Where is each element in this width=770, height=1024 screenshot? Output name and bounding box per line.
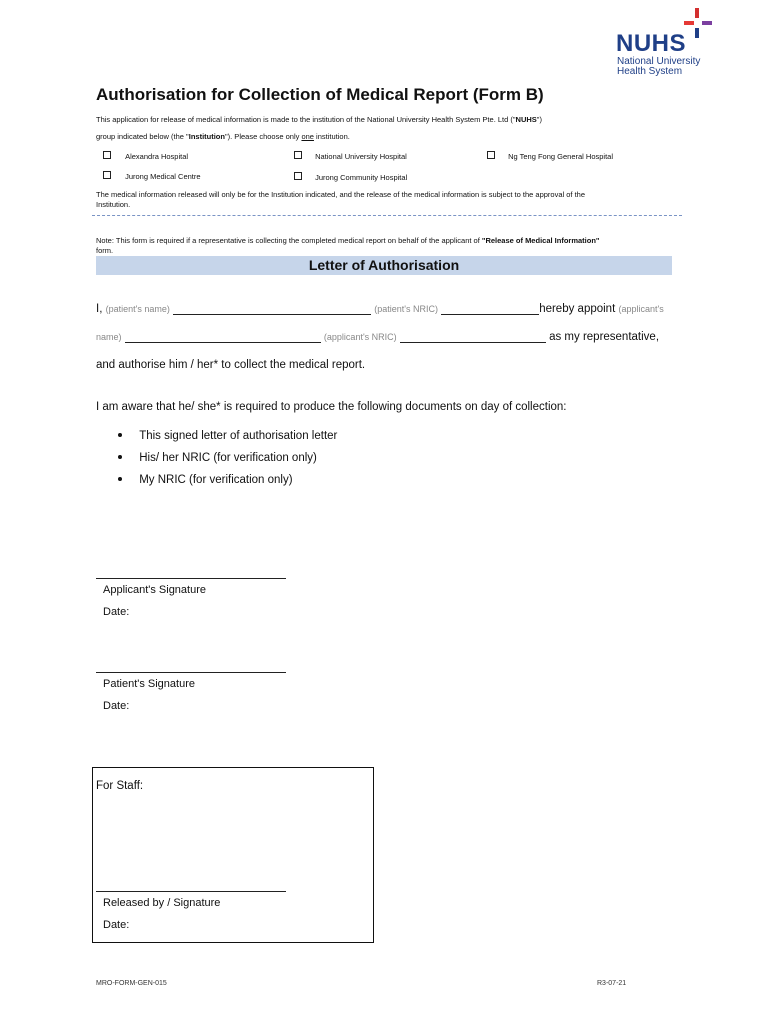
release-note: The medical information released will only be for the Institution indicated, and the release of the medical information is subject to the approval of the Institution. xyxy=(96,190,586,209)
checkbox-jurong-medical-centre[interactable]: Jurong Medical Centre xyxy=(103,171,201,181)
applicant-date-label: Date: xyxy=(103,606,130,618)
patient-nric-field[interactable] xyxy=(441,303,539,315)
logo-wordmark: NUHS xyxy=(616,30,687,57)
dashed-divider xyxy=(92,215,682,216)
list-item: This signed letter of authorisation letter xyxy=(118,430,337,442)
representative-note: Note: This form is required if a representative is collecting the completed medical report on behalf of the applicant of "Release of Medical Information" form. xyxy=(96,236,600,255)
released-by-signature-line[interactable] xyxy=(96,891,286,892)
applicant-signature-line[interactable] xyxy=(96,578,286,579)
logo-subtitle: National University Health System xyxy=(617,56,701,77)
bullet-icon xyxy=(118,477,122,481)
bullet-icon xyxy=(118,433,122,437)
applicant-nric-field[interactable] xyxy=(400,331,546,343)
for-staff-title: For Staff: xyxy=(96,780,144,792)
letter-of-authorisation-banner: Letter of Authorisation xyxy=(96,256,672,275)
checkbox-icon[interactable] xyxy=(487,151,495,159)
nuhs-cross-icon xyxy=(682,8,712,38)
checkbox-national-university-hospital[interactable]: National University Hospital xyxy=(294,151,407,161)
checkbox-icon[interactable] xyxy=(294,172,302,180)
checkbox-icon[interactable] xyxy=(103,151,111,159)
form-code: MRO-FORM-GEN-015 xyxy=(96,980,167,987)
awareness-statement: I am aware that he/ she* is required to produce the following documents on day of collection: xyxy=(96,401,567,413)
applicant-signature-label: Applicant's Signature xyxy=(103,584,206,596)
checkbox-jurong-community-hospital[interactable]: Jurong Community Hospital xyxy=(294,172,407,182)
applicant-name-field[interactable] xyxy=(125,331,321,343)
staff-date-label: Date: xyxy=(103,919,130,931)
list-item: My NRIC (for verification only) xyxy=(118,474,293,486)
nuhs-logo xyxy=(616,8,716,80)
authorise-statement: and authorise him / her* to collect the medical report. xyxy=(96,359,366,371)
checkbox-ng-teng-fong-general-hospital[interactable]: Ng Teng Fong General Hospital xyxy=(487,151,613,161)
bullet-icon xyxy=(118,455,122,459)
patient-signature-label: Patient's Signature xyxy=(103,678,195,690)
letter-line-2: name) (applicant's NRIC) as my representative, xyxy=(96,331,660,343)
for-staff-box xyxy=(92,767,374,943)
checkbox-alexandra-hospital[interactable]: Alexandra Hospital xyxy=(103,151,188,161)
patient-date-label: Date: xyxy=(103,700,130,712)
patient-signature-line[interactable] xyxy=(96,672,286,673)
checkbox-icon[interactable] xyxy=(294,151,302,159)
released-by-label: Released by / Signature xyxy=(103,897,221,909)
intro-line-1: This application for release of medical information is made to the institution of the National University Health System Pte. Ltd ("NUHS") xyxy=(96,115,542,124)
revision-code: R3-07-21 xyxy=(597,980,627,987)
letter-line-1: I, (patient's name) (patient's NRIC) hereby appoint (applicant's xyxy=(96,303,664,315)
patient-name-field[interactable] xyxy=(173,303,371,315)
intro-line-2: group indicated below (the "Institution"). Please choose only one institution. xyxy=(96,132,350,141)
list-item: His/ her NRIC (for verification only) xyxy=(118,452,317,464)
checkbox-icon[interactable] xyxy=(103,171,111,179)
form-title: Authorisation for Collection of Medical Report (Form B) xyxy=(96,85,544,104)
